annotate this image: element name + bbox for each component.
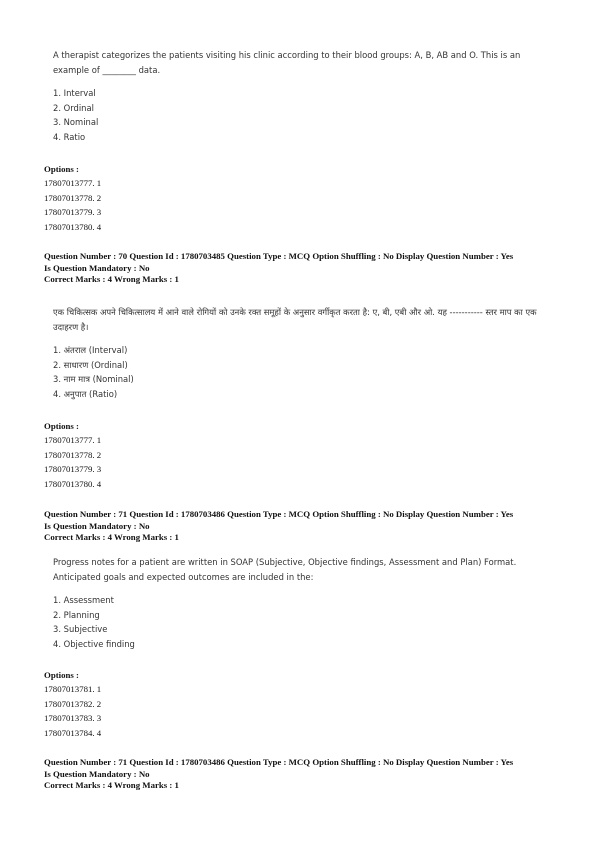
- question-meta-line: Correct Marks : 4 Wrong Marks : 1: [44, 274, 179, 284]
- question-meta-line: Question Number : 71 Question Id : 1780703486 Question Type : MCQ Option Shuffling : No Display Question Number : Yes: [44, 757, 514, 767]
- option-id-row: 17807013777. 1: [44, 435, 102, 445]
- option-id-row: 17807013783. 3: [44, 713, 102, 724]
- option-id-row: 17807013784. 4: [44, 727, 102, 738]
- choice-list: [53, 593, 595, 651]
- choice-item: 4. अनुपात (Ratio): [53, 388, 118, 399]
- option-id-row: 17807013782. 2: [44, 698, 102, 709]
- option-id-row: 17807013781. 1: [44, 684, 102, 694]
- options-label: Options :: [44, 164, 79, 174]
- question-stem: A therapist categorizes the patients visiting his clinic according to their blood groups: A, B, AB and O. This is an example of ________ data.: [53, 50, 521, 75]
- options-block: [0, 420, 595, 491]
- option-id-row: 17807013778. 2: [44, 192, 102, 203]
- question-block: [0, 48, 595, 144]
- question-block: [0, 555, 595, 651]
- choice-item: 2. Planning: [53, 609, 100, 620]
- option-id-row: 17807013777. 1: [44, 178, 102, 188]
- choice-item: 1. Interval: [53, 88, 96, 98]
- option-id-row: 17807013780. 4: [44, 221, 102, 232]
- question-meta-line: Correct Marks : 4 Wrong Marks : 1: [44, 780, 179, 790]
- choice-item: 2. Ordinal: [53, 102, 94, 113]
- question-stem: Progress notes for a patient are written in SOAP (Subjective, Objective findings, Assessment and Plan) Format. Anticipated goals and expected outcomes are included in the:: [53, 557, 517, 582]
- choice-item: 1. अंतराल (Interval): [53, 345, 128, 355]
- options-block: [0, 669, 595, 740]
- option-id-row: 17807013780. 4: [44, 478, 102, 489]
- question-stem: एक चिकित्सक अपने चिकित्सालय में आने वाले रोगियों को उनके रक्त समूहों के अनुसार वर्गीकृत करता है: ए, बी, एबी और ओ. यह ----------- स्तर माप का एक उदाहरण है।: [53, 307, 537, 332]
- choice-item: 1. Assessment: [53, 595, 114, 605]
- question-meta-line: Is Question Mandatory : No: [44, 520, 150, 531]
- choice-item: 3. Nominal: [53, 117, 99, 128]
- question-meta-line: Question Number : 70 Question Id : 1780703485 Question Type : MCQ Option Shuffling : No Display Question Number : Yes: [44, 251, 514, 261]
- question-meta: [0, 757, 595, 792]
- choice-item: 3. नाम मात्र (Nominal): [53, 374, 134, 385]
- option-id-row: 17807013779. 3: [44, 464, 102, 475]
- question-meta: [0, 509, 595, 544]
- choice-item: 4. Objective finding: [53, 638, 135, 649]
- question-meta: [0, 251, 595, 286]
- options-block: [0, 163, 595, 234]
- question-block: [0, 305, 595, 401]
- option-id-row: 17807013778. 2: [44, 449, 102, 460]
- question-meta-line: Is Question Mandatory : No: [44, 768, 150, 779]
- choice-item: 4. Ratio: [53, 131, 86, 142]
- question-meta-line: Question Number : 71 Question Id : 1780703486 Question Type : MCQ Option Shuffling : No Display Question Number : Yes: [44, 509, 514, 519]
- option-id-row: 17807013779. 3: [44, 207, 102, 218]
- options-label: Options :: [44, 670, 79, 680]
- options-label: Options :: [44, 421, 79, 431]
- question-meta-line: Correct Marks : 4 Wrong Marks : 1: [44, 532, 179, 542]
- question-meta-line: Is Question Mandatory : No: [44, 262, 150, 273]
- choice-item: 3. Subjective: [53, 624, 108, 635]
- choice-list: [53, 86, 595, 144]
- choice-item: 2. साधारण (Ordinal): [53, 359, 128, 370]
- choice-list: [53, 343, 595, 401]
